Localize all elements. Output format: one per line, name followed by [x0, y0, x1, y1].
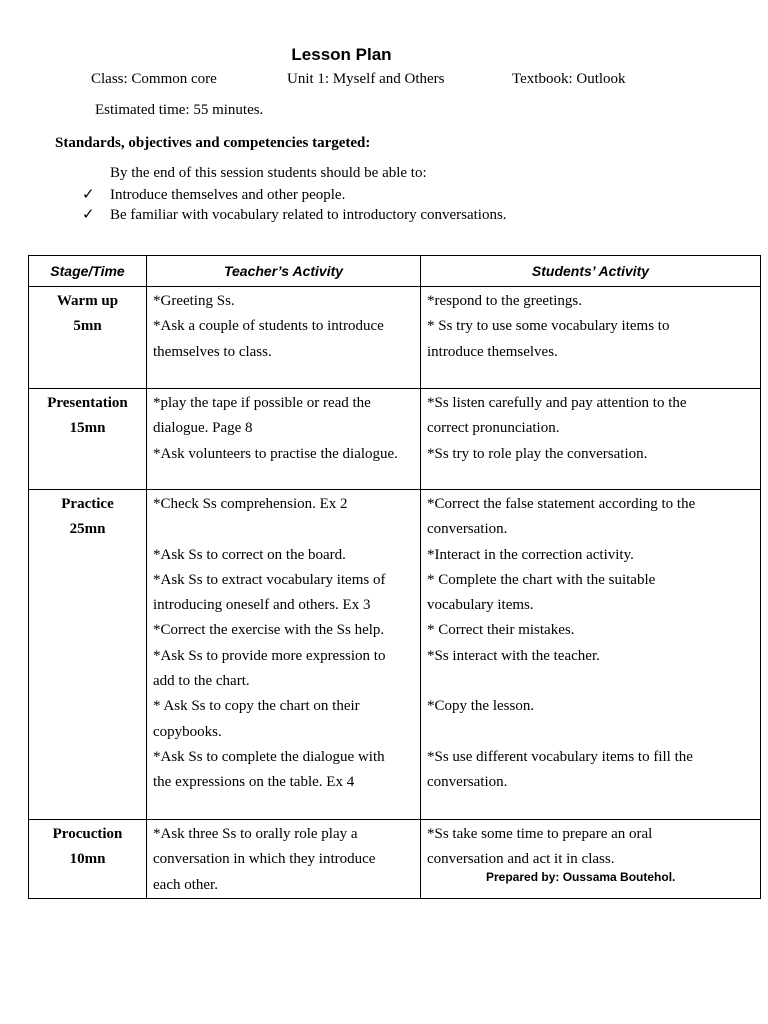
stage-cell: [29, 820, 147, 899]
teacher-activity-cell: [147, 820, 421, 899]
lesson-plan-table: [28, 255, 761, 899]
activity-line: conversation.: [427, 521, 508, 538]
students-activity-cell: [421, 490, 761, 820]
objective-item: [82, 185, 345, 204]
teacher-activity-cell: [147, 490, 421, 820]
objective-item: [82, 205, 507, 224]
activity-line: *Greeting Ss.: [153, 293, 235, 309]
activity-line: introducing oneself and others. Ex 3: [153, 597, 371, 614]
activity-line: *Ask three Ss to orally role play a: [153, 826, 358, 842]
class-info: Class: Common core: [91, 71, 217, 87]
activity-line: correct pronunciation.: [427, 420, 560, 437]
activity-line: *Ask a couple of students to introduce: [153, 318, 384, 335]
table-row: [29, 287, 761, 389]
stage-time: 5mn: [73, 318, 102, 335]
students-activity-cell: [421, 287, 761, 389]
stage-name: Presentation: [47, 395, 128, 411]
activity-line: vocabulary items.: [427, 597, 534, 614]
activity-line: *Ss try to role play the conversation.: [427, 445, 648, 462]
activity-line: dialogue. Page 8: [153, 420, 253, 437]
table-row: [29, 389, 761, 490]
stage-cell: [29, 389, 147, 490]
activity-line: each other.: [153, 876, 218, 893]
students-activity-cell: [421, 389, 761, 490]
activity-line: * Ask Ss to copy the chart on their: [153, 698, 360, 715]
activity-line: *Ask Ss to correct on the board.: [153, 546, 346, 563]
objective-text: Be familiar with vocabulary related to introductory conversations.: [110, 207, 507, 223]
standards-heading: Standards, objectives and competencies targeted:: [55, 135, 371, 151]
stage-time: 15mn: [69, 420, 106, 437]
prepared-by: Prepared by: Oussama Boutehol.: [486, 870, 676, 884]
teacher-activity-cell: [147, 287, 421, 389]
activity-line: * Correct their mistakes.: [427, 622, 575, 639]
activity-line: [427, 669, 754, 694]
checkmark-icon: ✓: [82, 187, 95, 203]
activity-line: *play the tape if possible or read the: [153, 395, 371, 411]
activity-line: [427, 720, 754, 745]
objectives-intro: By the end of this session students should be able to:: [110, 165, 427, 181]
activity-line: *Ss use different vocabulary items to fill the: [427, 748, 693, 765]
students-activity-cell: [421, 820, 761, 899]
activity-line: [153, 517, 414, 542]
activity-line: * Complete the chart with the suitable: [427, 571, 656, 588]
activity-line: *Copy the lesson.: [427, 698, 535, 715]
activity-line: *Interact in the correction activity.: [427, 546, 634, 563]
activity-line: *Ss listen carefully and pay attention to the: [427, 395, 687, 411]
activity-line: *Correct the exercise with the Ss help.: [153, 622, 385, 639]
activity-line: *respond to the greetings.: [427, 293, 582, 309]
estimated-time: Estimated time: 55 minutes.: [95, 102, 264, 118]
table-row: [29, 490, 761, 820]
stage-time: 10mn: [69, 851, 106, 868]
activity-line: the expressions on the table. Ex 4: [153, 774, 355, 791]
header-teacher-activity: Teacher’s Activity: [147, 256, 421, 287]
header-students-activity: Students’ Activity: [421, 256, 761, 287]
activity-line: conversation and act it in class.: [427, 851, 615, 868]
stage-name: Practice: [61, 496, 114, 512]
activity-line: *Ss interact with the teacher.: [427, 647, 600, 664]
stage-name: Procuction: [52, 826, 123, 842]
activity-line: *Ask Ss to extract vocabulary items of: [153, 571, 386, 588]
unit-info: Unit 1: Myself and Others: [287, 71, 445, 87]
table-header-row: [29, 256, 761, 287]
objective-text: Introduce themselves and other people.: [110, 187, 346, 203]
activity-line: themselves to class.: [153, 343, 272, 360]
stage-cell: [29, 287, 147, 389]
activity-line: conversation.: [427, 774, 508, 791]
activity-line: copybooks.: [153, 723, 222, 740]
stage-name: Warm up: [56, 293, 119, 309]
activity-line: *Ask Ss to provide more expression to: [153, 647, 386, 664]
page-title: Lesson Plan: [291, 45, 392, 64]
activity-line: add to the chart.: [153, 673, 250, 690]
activity-line: *Check Ss comprehension. Ex 2: [153, 496, 348, 512]
table-row: [29, 820, 761, 899]
stage-time: 25mn: [69, 521, 106, 538]
stage-cell: [29, 490, 147, 820]
checkmark-icon: ✓: [82, 207, 95, 223]
activity-line: *Ask Ss to complete the dialogue with: [153, 748, 385, 765]
textbook-info: Textbook: Outlook: [512, 71, 626, 87]
header-stage-time: Stage/Time: [29, 256, 147, 287]
activity-line: *Ask volunteers to practise the dialogue.: [153, 445, 398, 462]
activity-line: *Correct the false statement according to the: [427, 496, 696, 512]
activity-line: *Ss take some time to prepare an oral: [427, 826, 653, 842]
teacher-activity-cell: [147, 389, 421, 490]
activity-line: introduce themselves.: [427, 343, 558, 360]
activity-line: conversation in which they introduce: [153, 851, 376, 868]
activity-line: * Ss try to use some vocabulary items to: [427, 318, 670, 335]
